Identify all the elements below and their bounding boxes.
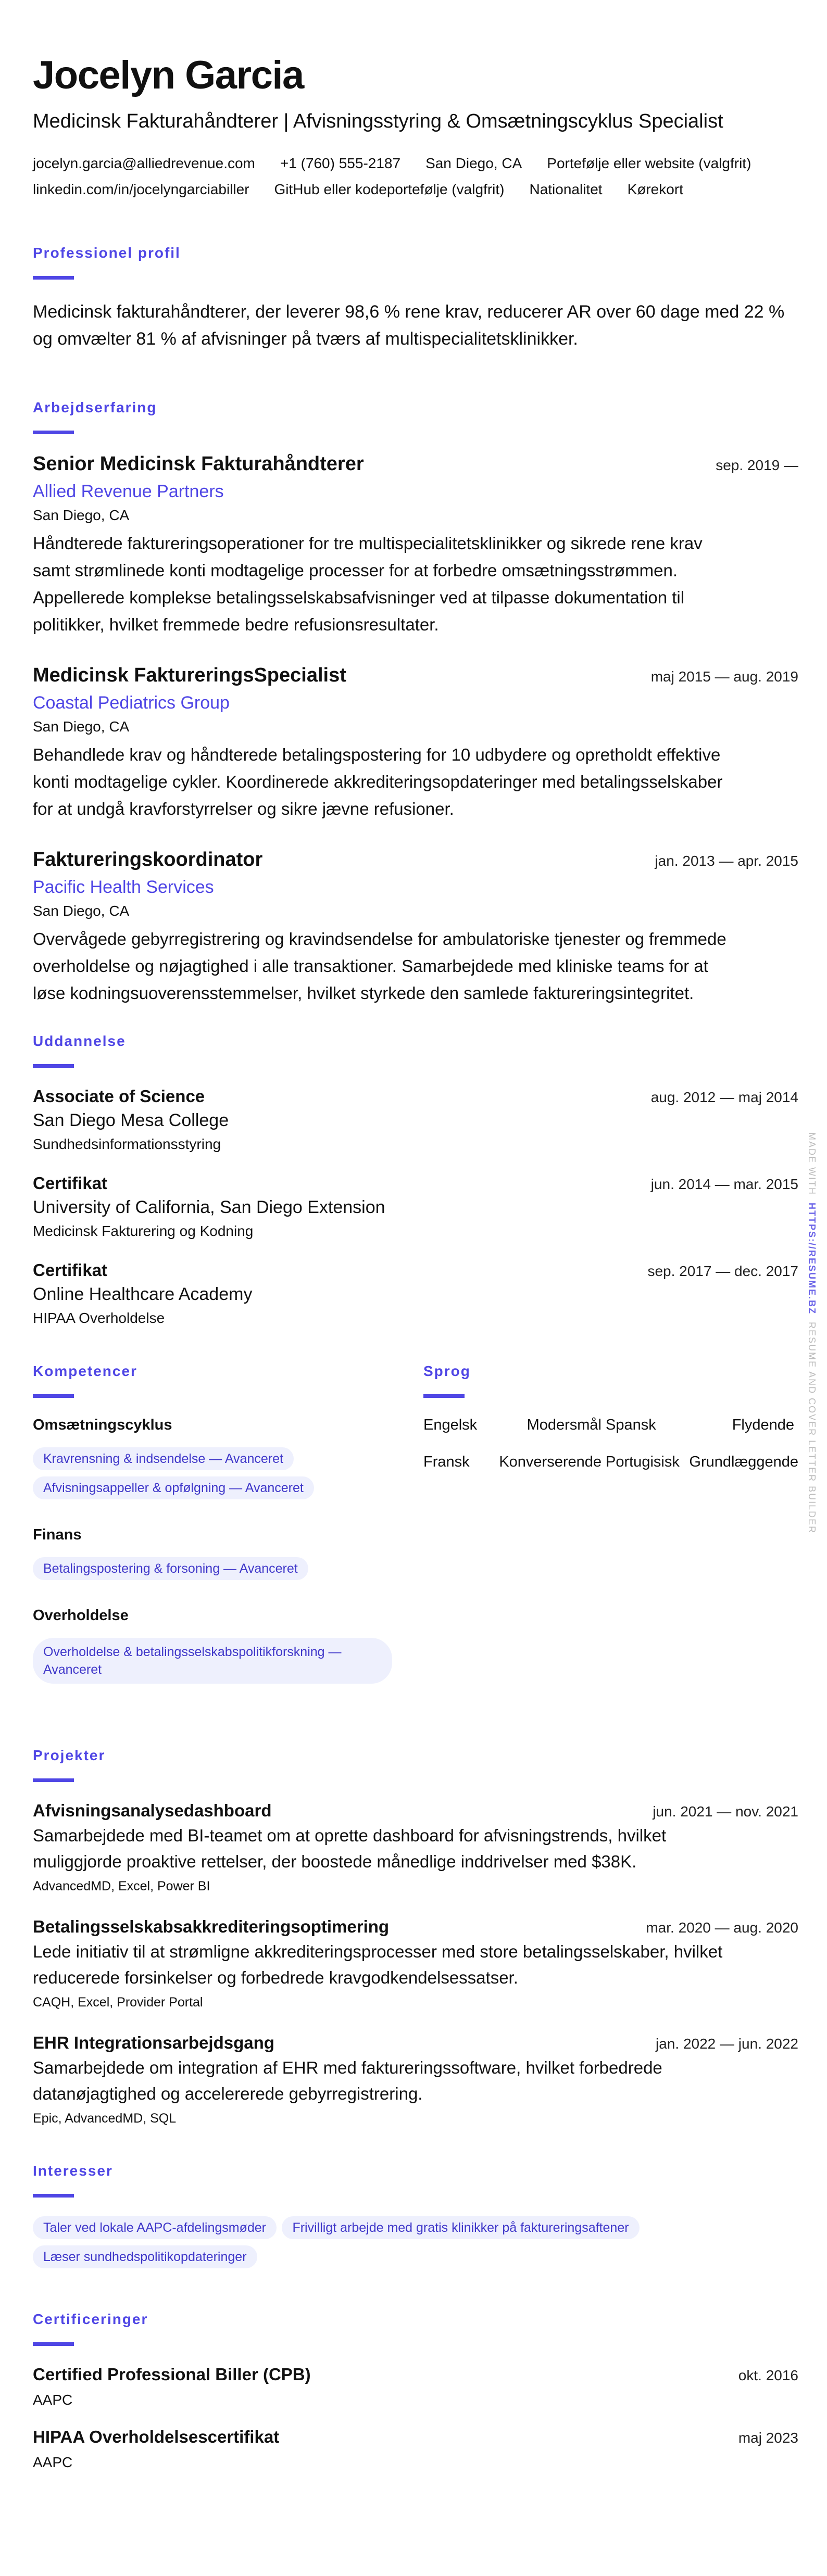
project-description: Lede initiativ til at strømligne akkrediteringsprocesser med store betalingsselskaber, hvilket reducerede forsinkelser og forbedrede kravgodkendelsessatser.	[33, 1942, 723, 1987]
skill-chip: Kravrensning & indsendelse — Avanceret	[33, 1447, 294, 1470]
profile-summary: Medicinsk fakturahåndterer, der leverer 98,6 % rene krav, reducerer AR over 60 dage med 22 % og omvælter 81 % af afvisninger på tværs af multispecialitetsklinikker.	[33, 302, 785, 349]
section-title: Certificeringer	[33, 2311, 148, 2327]
education-date: sep. 2017 — dec. 2017	[647, 1263, 798, 1279]
skill-group	[33, 1417, 423, 1506]
job-title: Senior Medicinsk Fakturahåndterer	[33, 453, 364, 475]
certification-entry	[33, 2427, 798, 2471]
job-city: San Diego, CA	[33, 718, 130, 735]
language-name: Fransk	[423, 1454, 470, 1470]
watermark-link[interactable]: HTTPS://RESUME.BZ	[807, 1203, 817, 1315]
skills-section	[33, 1363, 423, 1711]
education-date: aug. 2012 — maj 2014	[650, 1089, 798, 1105]
section-title: Professionel profil	[33, 245, 181, 261]
education-field: Sundhedsinformationsstyring	[33, 1136, 221, 1152]
language-level: Modersmål	[527, 1417, 602, 1433]
section-title: Uddannelse	[33, 1033, 126, 1049]
certification-date: maj 2023	[738, 2430, 798, 2446]
certification-org: AAPC	[33, 2454, 73, 2470]
education-entry	[33, 1173, 798, 1240]
language-name: Engelsk	[423, 1417, 478, 1433]
watermark-prefix: MADE WITH	[807, 1132, 817, 1195]
section-title: Interesser	[33, 2163, 113, 2179]
job-date: sep. 2019 —	[716, 457, 798, 473]
project-date: mar. 2020 — aug. 2020	[646, 1920, 798, 1936]
education-degree: Certifikat	[33, 1173, 108, 1193]
skill-group-name: Finans	[33, 1526, 82, 1543]
education-degree: Associate of Science	[33, 1087, 205, 1106]
certification-date: okt. 2016	[738, 2367, 798, 2383]
contact-location: San Diego, CA	[425, 155, 522, 171]
job-date: maj 2015 — aug. 2019	[650, 668, 798, 685]
job-company: Allied Revenue Partners	[33, 482, 224, 501]
project-date: jun. 2021 — nov. 2021	[653, 1803, 798, 1820]
certifications-section	[33, 2311, 798, 2471]
skill-chip: Betalingspostering & forsoning — Avanceret	[33, 1557, 308, 1580]
job-entry	[33, 664, 798, 823]
headline: Medicinsk Fakturahåndterer | Afvisningsstyring & Omsætningscyklus Specialist	[33, 110, 723, 132]
certification-name: HIPAA Overholdelsescertifikat	[33, 2427, 280, 2446]
skill-group	[33, 1526, 423, 1586]
section-divider	[33, 1778, 74, 1782]
section-divider	[33, 1394, 74, 1398]
experience-section	[33, 399, 798, 1007]
job-entry	[33, 453, 798, 638]
project-entry	[33, 1801, 798, 1894]
education-field: HIPAA Overholdelse	[33, 1310, 165, 1326]
section-title: Projekter	[33, 1747, 106, 1763]
certification-name: Certified Professional Biller (CPB)	[33, 2365, 311, 2384]
skill-group	[33, 1607, 423, 1690]
job-title: Faktureringskoordinator	[33, 849, 263, 870]
project-tech: Epic, AdvancedMD, SQL	[33, 2111, 177, 2126]
job-date: jan. 2013 — apr. 2015	[655, 853, 798, 869]
contact-linkedin[interactable]: linkedin.com/in/jocelyngarciabiller	[33, 181, 249, 197]
contact-list	[33, 155, 783, 198]
project-date: jan. 2022 — jun. 2022	[656, 2036, 798, 2052]
project-description: Samarbejdede om integration af EHR med faktureringssoftware, hvilket forbedrede datanøjagtighed og accelererede gebyrregistrering.	[33, 2058, 662, 2103]
project-tech: AdvancedMD, Excel, Power BI	[33, 1879, 210, 1893]
language-name: Spansk	[606, 1417, 656, 1433]
section-divider	[33, 276, 74, 280]
education-school: University of California, San Diego Extension	[33, 1197, 385, 1217]
job-city: San Diego, CA	[33, 903, 130, 919]
interests-section	[33, 2163, 798, 2275]
contact-license: Kørekort	[627, 181, 683, 197]
project-title: Betalingsselskabsakkrediteringsoptimering	[33, 1917, 390, 1936]
certification-entry	[33, 2365, 798, 2408]
skill-group-name: Overholdelse	[33, 1607, 129, 1624]
job-city: San Diego, CA	[33, 507, 130, 523]
resume-bz-watermark	[806, 1132, 817, 1534]
language-level: Flydende	[732, 1417, 794, 1433]
project-entry	[33, 2033, 798, 2126]
education-section	[33, 1033, 798, 1327]
interest-chip: Taler ved lokale AAPC-afdelingsmøder	[33, 2216, 277, 2239]
language-name: Portugisisk	[606, 1454, 680, 1470]
language-list	[423, 1417, 798, 1471]
watermark-suffix: RESUME AND COVER LETTER BUILDER	[807, 1322, 817, 1534]
education-entry	[33, 1087, 798, 1153]
section-divider	[33, 2342, 74, 2346]
language-level: Grundlæggende	[689, 1454, 798, 1470]
contact-phone[interactable]: +1 (760) 555-2187	[280, 155, 401, 171]
contact-nationality: Nationalitet	[529, 181, 603, 197]
section-divider	[33, 2194, 74, 2198]
language-level: Konverserende	[499, 1454, 602, 1470]
project-description: Samarbejdede med BI-teamet om at oprette dashboard for afvisningstrends, hvilket muliggjorde proaktive rettelser, der boostede månedlige inddrivelser med $38K.	[33, 1826, 667, 1871]
contact-portfolio[interactable]: Portefølje eller website (valgfrit)	[547, 155, 751, 171]
section-divider	[423, 1394, 465, 1398]
job-title: Medicinsk FaktureringsSpecialist	[33, 664, 346, 686]
interest-chip: Læser sundhedspolitikopdateringer	[33, 2245, 257, 2268]
profile-section	[33, 245, 798, 352]
job-description: Overvågede gebyrregistrering og kravindsendelse for ambulatoriske tjenester og fremmede overholdelse og nøjagtighed i alle transaktioner. Samarbejdede med kliniske teams for at løse kodningsuoverensstemmelser, hvilket styrkede den samlede faktureringsintegritet.	[33, 929, 726, 1003]
contact-github[interactable]: GitHub eller kodeportefølje (valgfrit)	[274, 181, 505, 197]
education-degree: Certifikat	[33, 1260, 108, 1280]
section-divider	[33, 431, 74, 434]
job-company: Pacific Health Services	[33, 877, 214, 897]
job-description: Håndterede faktureringsoperationer for tre multispecialitetsklinikker og sikrede rene krav samt strømlinede konti modtagelige processer for at forbedre omsætningsstrømmen. Appellerede komplekse betalingsselskabsafvisninger ved at tilpasse dokumentation til politikker, hvilket fremmede bedre refusionsresultater.	[33, 534, 703, 634]
education-school: Online Healthcare Academy	[33, 1284, 253, 1304]
education-entry	[33, 1260, 798, 1327]
candidate-name: Jocelyn Garcia	[33, 53, 304, 97]
contact-email[interactable]: jocelyn.garcia@alliedrevenue.com	[33, 155, 255, 171]
projects-section	[33, 1747, 798, 2126]
project-title: EHR Integrationsarbejdsgang	[33, 2033, 274, 2052]
resume-header	[33, 52, 798, 198]
section-divider	[33, 1064, 74, 1068]
skill-chip: Overholdelse & betalingsselskabspolitikforskning — Avanceret	[33, 1638, 392, 1684]
skill-group-name: Omsætningscyklus	[33, 1417, 172, 1433]
project-tech: CAQH, Excel, Provider Portal	[33, 1995, 203, 2010]
education-date: jun. 2014 — mar. 2015	[650, 1176, 798, 1192]
project-title: Afvisningsanalysedashboard	[33, 1801, 272, 1820]
job-description: Behandlede krav og håndterede betalingspostering for 10 udbydere og opretholdt effektive konti modtagelige cykler. Koordinerede akkrediteringsopdateringer med betalingsselskaber for at undgå kravforstyrrelser og sikre jævne refusioner.	[33, 745, 723, 818]
project-entry	[33, 1917, 798, 2010]
certification-org: AAPC	[33, 2392, 73, 2408]
education-school: San Diego Mesa College	[33, 1110, 229, 1130]
section-title: Sprog	[423, 1363, 471, 1379]
job-entry	[33, 849, 798, 1007]
section-title: Arbejdserfaring	[33, 399, 157, 415]
languages-section	[423, 1363, 798, 1711]
section-title: Kompetencer	[33, 1363, 137, 1379]
skill-chip: Afvisningsappeller & opfølgning — Avanceret	[33, 1476, 314, 1499]
job-company: Coastal Pediatrics Group	[33, 693, 230, 713]
interest-chip: Frivilligt arbejde med gratis klinikker på faktureringsaftener	[282, 2216, 639, 2239]
education-field: Medicinsk Fakturering og Kodning	[33, 1223, 254, 1239]
skills-languages-row	[33, 1363, 798, 1711]
